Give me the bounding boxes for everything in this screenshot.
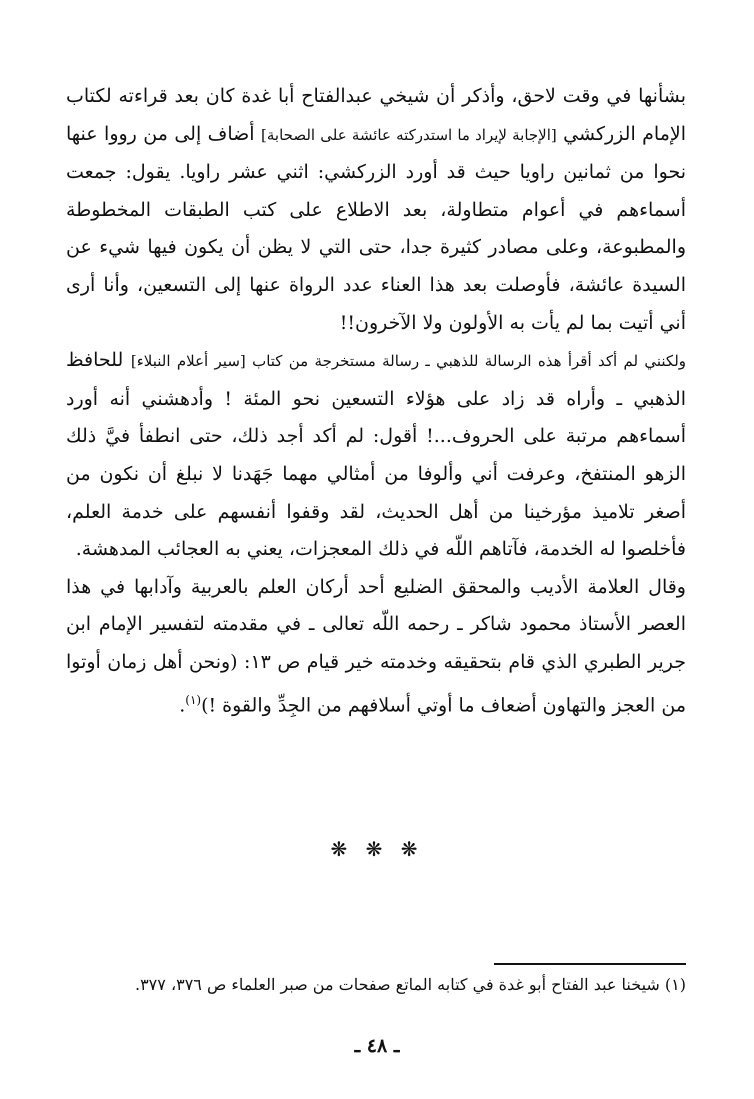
text-segment: بشأنها في وقت لاحق، وأذكر أن شيخي عبدالفتاح أبا غدة كان بعد قراءته لكتاب الإمام الزركشي	[66, 85, 687, 145]
text-segment: أضاف إلى من رووا عنها نحوا من ثمانين راويا حيث قد أورد الزركشي: اثني عشر راويا. يقول: جمعت أسماءهم في أعوام متطاولة، بعد الاطلاع على كتب الطبقات المخطوطة والمطبوعة، وعلى مصادر كثيرة جدا، حتى التي لا يظن أن يكون فيها شيء عن السيدة عائشة، فأوصلت بعد هذا العناء عدد الرواة عنها إلى التسعين، وأنا أرى أني أتيت بما لم يأت به الأولون ولا الآخرون!!	[66, 122, 686, 334]
footnote-marker: (١)	[185, 692, 202, 707]
page-number: ـ ٤٨ ـ	[354, 1035, 400, 1057]
text-segment: ولكنني لم أكد أقرأ هذه الرسالة للذهبي ـ رسالة مستخرجة من كتاب	[245, 352, 687, 371]
paragraph-3	[66, 569, 686, 725]
section-separator: ❋ ❋ ❋	[330, 837, 424, 861]
text-segment: للحافظ الذهبي ـ وأراه قد زاد على هؤلاء التسعين نحو المئة ! وأدهشني أنه أورد أسماءهم مرتبة على الحروف...! أقول: لم أكد أجد ذلك، حتى انطفأ فيَّ ذلك الزهو المنتفخ، وعرفت أني وألوفا من أمثالي مهما جَهَدنا لا نبلغ أن نكون من أصغر تلاميذ مؤرخينا من أهل الحديث، لقد وقفوا أنفسهم على خدمة العلم، فأخلصوا له الخدمة، فآتاهم اللّه في ذلك المعجزات، يعني به العجائب المدهشة.	[66, 349, 686, 561]
main-text	[66, 78, 686, 724]
paragraph-2	[66, 342, 686, 569]
text-segment: وقال العلامة الأديب والمحقق الضليع أحد أركان العلم بالعربية وآدابها في هذا العصر الأستاذ محمود شاكر ـ رحمه اللّه تعالى ـ في مقدمته لتفسير الإمام ابن جرير الطبري الذي قام بتحقيقه وخدمته خير قيام ص ١٣: (ونحن أهل زمان أوتوا من العجز والتهاون أضعاف ما أوتي أسلافهم من الجِدِّ والقوة !)	[66, 575, 686, 716]
book-title-citation: [الإجابة لإيراد ما استدركته عائشة على الصحابة]	[261, 125, 557, 144]
footnote-divider	[494, 963, 686, 965]
text-segment: .	[179, 693, 186, 716]
footnote: (١) شيخنا عبد الفتاح أبو غدة في كتابه الماتع صفحات من صبر العلماء ص ٣٧٦، ٣٧٧.	[134, 975, 686, 994]
paragraph-1	[66, 78, 686, 342]
book-title-citation: [سير أعلام النبلاء]	[130, 352, 246, 371]
